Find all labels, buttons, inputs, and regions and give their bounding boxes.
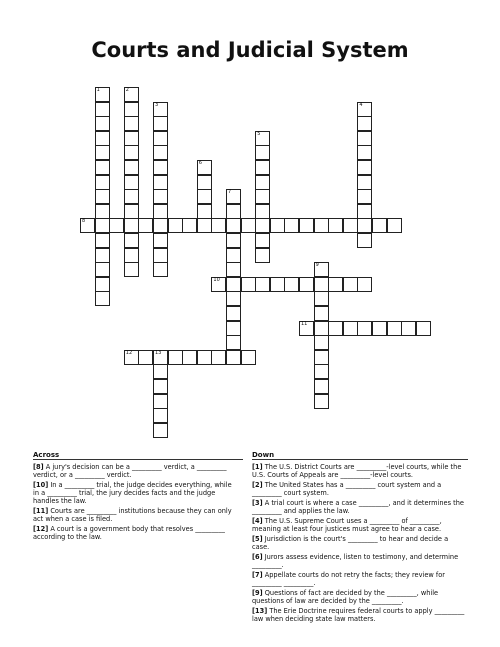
grid-cell[interactable] — [153, 248, 168, 263]
grid-cell[interactable] — [153, 364, 168, 379]
grid-cell[interactable] — [153, 423, 168, 438]
clue-number: 7 — [228, 189, 232, 196]
grid-cell[interactable] — [314, 321, 329, 336]
grid-cell[interactable] — [153, 102, 168, 117]
down-clue: [7] Appellate courts do not retry the facts; they review for _________ _________. — [252, 571, 445, 587]
across-heading: Across — [33, 451, 60, 459]
grid-cell[interactable] — [255, 160, 270, 175]
grid-cell[interactable] — [401, 321, 416, 336]
grid-cell[interactable] — [124, 145, 139, 160]
grid-cell[interactable] — [226, 189, 241, 204]
grid-cell[interactable] — [95, 160, 110, 175]
clue-number: 12 — [125, 349, 133, 356]
across-clue: [8] A jury's decision can be a _________ verdict, a _________ verdict, or a _________ verdict. — [33, 463, 227, 479]
clue-number: 9 — [315, 262, 319, 269]
grid-cell[interactable] — [314, 350, 329, 365]
grid-cell[interactable] — [372, 218, 387, 233]
grid-cell[interactable] — [255, 145, 270, 160]
page-title: Courts and Judicial System — [91, 38, 409, 62]
grid-cell[interactable] — [343, 277, 358, 292]
grid-cell[interactable] — [153, 189, 168, 204]
clue-number: 2 — [125, 87, 129, 93]
grid-cell[interactable] — [226, 262, 241, 277]
grid-cell[interactable] — [241, 277, 256, 292]
grid-cell[interactable] — [357, 145, 372, 160]
grid-cell[interactable] — [124, 175, 139, 190]
grid-cell[interactable] — [153, 233, 168, 248]
grid-cell[interactable] — [357, 102, 372, 117]
grid-cell[interactable] — [211, 218, 226, 233]
grid-cell[interactable] — [153, 408, 168, 423]
grid-cell[interactable] — [226, 291, 241, 306]
grid-cell[interactable] — [197, 175, 212, 190]
grid-cell[interactable] — [255, 204, 270, 219]
grid-cell[interactable] — [109, 218, 124, 233]
grid-cell[interactable] — [255, 131, 270, 146]
grid-cell[interactable] — [314, 394, 329, 409]
grid-cell[interactable] — [357, 277, 372, 292]
down-clue: [5] Jurisdiction is the court's _________ to hear and decide a case. — [252, 535, 449, 551]
grid-cell[interactable] — [95, 291, 110, 306]
grid-cell[interactable] — [197, 218, 212, 233]
grid-cell[interactable] — [124, 248, 139, 263]
down-clue: [3] A trial court is where a case _________, and it determines the _________ and applies the law. — [252, 499, 464, 515]
grid-cell[interactable] — [124, 233, 139, 248]
across-clue: [11] Courts are _________ institutions because they can only act when a case is filed. — [33, 507, 232, 523]
grid-cell[interactable] — [387, 218, 402, 233]
grid-cell[interactable] — [153, 175, 168, 190]
grid-cell[interactable] — [226, 350, 241, 365]
grid-cell[interactable] — [95, 131, 110, 146]
down-clue: [2] The United States has a _________ court system and a _________ court system. — [252, 481, 442, 497]
grid-cell[interactable] — [153, 131, 168, 146]
across-clue: [10] In a _________ trial, the judge decides everything, while in a _________ trial, the jury decides facts and the judge handles the law. — [33, 481, 232, 505]
grid-cell[interactable] — [95, 248, 110, 263]
grid-cell[interactable] — [197, 350, 212, 365]
grid-cell[interactable] — [241, 350, 256, 365]
grid-cell[interactable] — [241, 218, 256, 233]
grid-cell[interactable] — [124, 102, 139, 117]
grid-cell[interactable] — [226, 204, 241, 219]
grid-cell[interactable] — [357, 116, 372, 131]
clue-number: 10 — [213, 276, 220, 283]
grid-cell[interactable] — [357, 218, 372, 233]
grid-cell[interactable] — [168, 350, 183, 365]
down-clue: [13] The Erie Doctrine requires federal courts to apply _________ law when deciding state law matters. — [252, 607, 465, 623]
grid-cell[interactable] — [284, 218, 299, 233]
grid-cell[interactable] — [343, 218, 358, 233]
down-clue: [1] The U.S. District Courts are _________-level courts, while the U.S. Courts of Appeals are _________-level courts. — [252, 463, 462, 479]
grid-cell[interactable] — [357, 189, 372, 204]
grid-cell[interactable] — [226, 277, 241, 292]
grid-cell[interactable] — [328, 277, 343, 292]
grid-cell[interactable] — [153, 204, 168, 219]
grid-cell[interactable] — [124, 131, 139, 146]
grid-cell[interactable] — [226, 233, 241, 248]
grid-cell[interactable] — [95, 87, 110, 102]
grid-cell[interactable] — [314, 291, 329, 306]
across-clue: [12] A court is a government body that resolves _________ according to the law. — [33, 525, 225, 541]
grid-cell[interactable] — [182, 218, 197, 233]
grid-cell[interactable] — [357, 204, 372, 219]
grid-cell[interactable] — [153, 262, 168, 277]
down-heading: Down — [252, 451, 275, 459]
grid-cell[interactable] — [314, 335, 329, 350]
across-clue-list — [33, 463, 238, 543]
grid-cell[interactable] — [124, 87, 139, 102]
grid-cell[interactable] — [314, 277, 329, 292]
clue-number: 8 — [82, 218, 86, 225]
grid-cell[interactable] — [255, 218, 270, 233]
grid-cell[interactable] — [182, 350, 197, 365]
grid-cell[interactable] — [226, 321, 241, 336]
grid-cell[interactable] — [357, 175, 372, 190]
grid-cell[interactable] — [153, 350, 168, 365]
down-clue: [9] Questions of fact are decided by the _________, while questions of law are decided by the _________. — [252, 589, 439, 605]
grid-cell[interactable] — [211, 277, 226, 292]
grid-cell[interactable] — [299, 277, 314, 292]
grid-cell[interactable] — [314, 306, 329, 321]
grid-cell[interactable] — [255, 175, 270, 190]
clue-number: 13 — [155, 349, 162, 356]
grid-cell[interactable] — [197, 189, 212, 204]
grid-cell[interactable] — [153, 379, 168, 394]
grid-cell[interactable] — [357, 321, 372, 336]
grid-cell[interactable] — [328, 321, 343, 336]
grid-cell[interactable] — [124, 189, 139, 204]
grid-cell[interactable] — [124, 262, 139, 277]
grid-cell[interactable] — [255, 277, 270, 292]
clue-number: 6 — [198, 160, 202, 166]
grid-cell[interactable] — [95, 116, 110, 131]
grid-cell[interactable] — [197, 204, 212, 219]
grid-cell[interactable] — [95, 218, 110, 233]
grid-cell[interactable] — [226, 335, 241, 350]
across-divider — [33, 459, 243, 460]
grid-cell[interactable] — [328, 218, 343, 233]
grid-cell[interactable] — [95, 233, 110, 248]
grid-cell[interactable] — [314, 262, 329, 277]
down-clue-list — [252, 463, 466, 625]
clue-number: 3 — [155, 101, 159, 108]
grid-cell[interactable] — [416, 321, 431, 336]
grid-cell[interactable] — [153, 160, 168, 175]
grid-cell[interactable] — [124, 204, 139, 219]
grid-cell[interactable] — [95, 277, 110, 292]
grid-cell[interactable] — [255, 248, 270, 263]
down-divider — [252, 459, 468, 460]
grid-cell[interactable] — [124, 160, 139, 175]
grid-cell[interactable] — [211, 350, 226, 365]
grid-cell[interactable] — [197, 160, 212, 175]
grid-cell[interactable] — [299, 321, 314, 336]
grid-cell[interactable] — [80, 218, 95, 233]
grid-cell[interactable] — [226, 306, 241, 321]
grid-cell[interactable] — [153, 218, 168, 233]
down-clue: [4] The U.S. Supreme Court uses a _________ of _________, meaning at least four justices must agree to hear a case. — [252, 517, 442, 533]
grid-cell[interactable] — [124, 218, 139, 233]
grid-cell[interactable] — [270, 218, 285, 233]
grid-cell[interactable] — [95, 262, 110, 277]
grid-cell[interactable] — [343, 321, 358, 336]
grid-cell[interactable] — [284, 277, 299, 292]
clue-number: 5 — [257, 130, 261, 137]
grid-cell[interactable] — [299, 218, 314, 233]
clue-number: 1 — [96, 87, 100, 93]
grid-cell[interactable] — [95, 175, 110, 190]
grid-cell[interactable] — [255, 189, 270, 204]
grid-cell[interactable] — [138, 218, 153, 233]
clue-number: 11 — [301, 320, 308, 327]
grid-cell[interactable] — [270, 277, 285, 292]
grid-cell[interactable] — [357, 233, 372, 248]
grid-cell[interactable] — [153, 394, 168, 409]
grid-cell[interactable] — [314, 364, 329, 379]
grid-cell[interactable] — [314, 218, 329, 233]
grid-cell[interactable] — [95, 102, 110, 117]
grid-cell[interactable] — [387, 321, 402, 336]
grid-cell[interactable] — [153, 116, 168, 131]
grid-cell[interactable] — [153, 145, 168, 160]
clue-number: 4 — [359, 101, 363, 108]
grid-cell[interactable] — [255, 233, 270, 248]
down-clue: [6] Jurors assess evidence, listen to testimony, and determine _________. — [252, 553, 459, 569]
grid-cell[interactable] — [314, 379, 329, 394]
grid-cell[interactable] — [95, 189, 110, 204]
grid-cell[interactable] — [95, 204, 110, 219]
grid-cell[interactable] — [95, 145, 110, 160]
grid-cell[interactable] — [168, 218, 183, 233]
grid-cell[interactable] — [226, 218, 241, 233]
grid-cell[interactable] — [124, 350, 139, 365]
grid-cell[interactable] — [138, 350, 153, 365]
grid-cell[interactable] — [226, 248, 241, 263]
grid-cell[interactable] — [357, 160, 372, 175]
grid-cell[interactable] — [357, 131, 372, 146]
grid-cell[interactable] — [372, 321, 387, 336]
grid-cell[interactable] — [124, 116, 139, 131]
